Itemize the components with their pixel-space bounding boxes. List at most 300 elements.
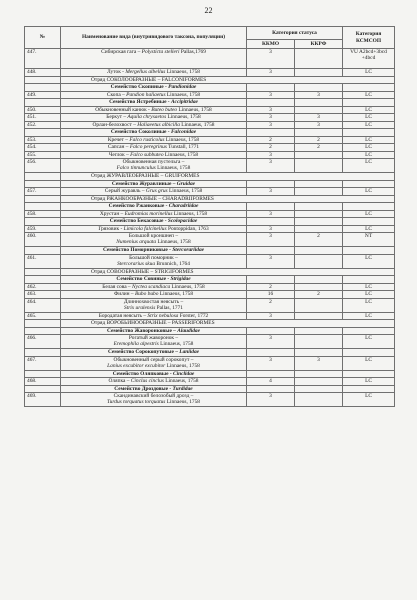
kkrf-cell [295,225,343,233]
iucn-cell [343,247,395,255]
kkmo-cell [247,276,295,284]
species-latin-name: Mergellus albellus [125,69,166,75]
family-heading [61,385,247,393]
heading-text: Семейство Поморниковые - [102,247,173,253]
kkmo-cell: 16 [247,291,295,299]
row-num-empty [25,180,61,188]
iucn-cell: LC [343,378,395,386]
row-number: 448. [25,69,61,77]
species-name [61,188,247,196]
species-latin-name: Grus grus [145,188,168,194]
kkmo-cell: 3 [247,91,295,99]
iucn-cell: LC [343,188,395,196]
kkmo-cell [247,385,295,393]
species-name [61,393,247,407]
family-heading [61,203,247,211]
species-latin-name: Eudromias morinellus [124,210,173,217]
header-kkrf: ККРФ [295,40,343,49]
kkrf-cell [295,188,343,196]
row-num-empty [25,76,61,84]
species-name [61,356,247,370]
family-heading [61,370,247,378]
species-common-name: Сапсан – [107,144,130,150]
heading-latin: Strigidae [170,276,191,282]
species-name [61,335,247,349]
kkmo-cell [247,247,295,255]
table-row [25,247,395,255]
table-row [25,180,395,188]
species-common-name: Луток - [107,69,126,75]
table-row [25,283,395,291]
iucn-cell: LC [343,151,395,159]
species-status-table [24,26,395,407]
row-num-empty [25,370,61,378]
kkmo-cell [247,84,295,92]
species-author: Pallas, 1771 [155,304,183,311]
species-author: Linnaeus, 1758 [158,341,194,348]
heading-text: Отряд ВОРОБЬИНООБРАЗНЫЕ – PASSERIFORMES [91,320,215,326]
heading-latin: Scolopacidae [167,218,198,224]
heading-text: Семейство Совиные - [116,276,171,282]
family-heading [61,247,247,255]
kkrf-cell [295,385,343,393]
species-name [61,136,247,144]
iucn-cell [343,276,395,284]
kkrf-cell [295,298,343,312]
species-common-name: Белая сова – [102,283,132,290]
table-row [25,393,395,407]
table-row [25,136,395,144]
species-author: Forster, 1772 [178,312,209,319]
kkrf-cell [295,370,343,378]
table-row [25,49,395,69]
kkmo-cell [247,327,295,335]
kkrf-cell [295,151,343,159]
species-common-name: Бородатая неясыть – [98,312,148,319]
species-common-name: Кречет – [107,136,130,143]
kkmo-cell: 3 [247,356,295,370]
row-number: 447. [25,49,61,69]
iucn-cell: LC [343,298,395,312]
header-status-group: Категория статуса [247,27,343,40]
heading-text: Семейство Соколиные - [110,129,171,135]
kkrf-cell [295,393,343,407]
iucn-cell [343,129,395,137]
iucn-cell [343,370,395,378]
iucn-cell: LC [343,312,395,320]
table-row [25,195,395,203]
kkmo-cell: 3 [247,233,295,247]
kkmo-cell: 3 [247,393,295,407]
kkmo-cell: 3 [247,210,295,218]
iucn-cell [343,180,395,188]
iucn-cell: VU A2bcd+3bcd +4bcd [343,49,395,69]
header-kkmo: ККМО [247,40,295,49]
row-number: 452. [25,121,61,129]
kkmo-cell: 3 [247,121,295,129]
family-heading [61,218,247,226]
iucn-cell [343,99,395,107]
row-num-empty [25,173,61,181]
order-heading [61,76,395,84]
species-common-name: Хрустан – [99,210,125,217]
kkrf-cell [295,312,343,320]
header-num: № [25,27,61,49]
species-name [61,159,247,173]
kkrf-cell [295,210,343,218]
row-number: 458. [25,210,61,218]
kkrf-cell [295,218,343,226]
kkrf-cell [295,159,343,173]
heading-text: Семейство Бекасовые - [109,218,168,224]
iucn-cell: LC [343,283,395,291]
species-common-name: Филин – [113,291,135,297]
species-common-name: Обыкновенная пустельга – [122,159,185,165]
species-author: Linnaeus, 1758 [158,291,194,297]
row-num-empty [25,84,61,92]
table-body [25,49,395,407]
iucn-cell: LC [343,159,395,173]
row-number: 464. [25,298,61,312]
row-num-empty [25,385,61,393]
species-latin-name: Falco peregrinus [129,144,167,150]
iucn-cell: LC [343,210,395,218]
kkrf-cell [295,84,343,92]
kkrf-cell [295,335,343,349]
species-author: Linnaeus, 1758 [164,136,200,143]
table-row [25,144,395,152]
iucn-cell: LC [343,121,395,129]
iucn-cell: LC [343,335,395,349]
row-num-empty [25,195,61,203]
species-author: Tunstall, 1771 [166,144,200,150]
kkrf-cell: 3 [295,91,343,99]
species-common-name: Чеглок – [108,151,131,158]
iucn-cell: LC [343,254,395,268]
table-row [25,69,395,77]
species-latin-name: Falco subbuteo [130,151,164,158]
table-row [25,159,395,173]
species-latin-name: Strix nebulosa [147,312,179,319]
heading-latin: Gruidae [176,180,196,187]
species-common-name: Длиннохвостая неясыть – [123,298,184,305]
iucn-cell: LC [343,91,395,99]
heading-latin: Laniidae [179,349,200,355]
kkrf-cell [295,99,343,107]
species-name [61,144,247,152]
table-row [25,335,395,349]
row-number: 469. [25,393,61,407]
species-author: Linnaeus, 1758 [156,239,191,246]
table-row [25,76,395,84]
kkmo-cell: 3 [247,225,295,233]
row-num-empty [25,99,61,107]
table-row [25,173,395,181]
row-num-empty [25,276,61,284]
species-latin-name: Bubo bubo [134,291,159,297]
heading-latin: Falconidae [170,129,197,135]
page-number: 22 [204,6,213,15]
heading-latin: Stercorariidae [172,247,205,253]
species-author: Pallas,1769 [179,49,206,55]
family-heading [61,99,247,107]
family-heading [61,276,247,284]
species-author: Linnaeus, 1758 [167,188,203,194]
species-author: Pontoppidan, 1763 [166,225,209,232]
species-name [61,378,247,386]
kkmo-cell: 3 [247,312,295,320]
kkmo-cell: 3 [247,151,295,159]
kkmo-cell [247,203,295,211]
family-heading [61,84,247,92]
table-row [25,385,395,393]
kkrf-cell [295,247,343,255]
kkrf-cell [295,327,343,335]
iucn-cell [343,349,395,357]
species-latin-name: Lanius excubitor excubitor [107,362,166,369]
row-number: 457. [25,188,61,196]
kkmo-cell: 3 [247,69,295,77]
kkrf-cell [295,283,343,291]
row-number: 449. [25,91,61,99]
species-latin-name: Falco tinnunculus [116,165,156,172]
iucn-cell [343,327,395,335]
table-row [25,91,395,99]
kkrf-cell: 2 [295,291,343,299]
species-common-name: Грязовик - [98,225,124,232]
species-name [61,69,247,77]
iucn-cell: LC [343,291,395,299]
family-heading [61,180,247,188]
kkmo-cell: 3 [247,49,295,69]
species-common-name: Оляпка – [108,378,131,384]
iucn-cell: LC [343,225,395,233]
heading-text: Отряд СОВООБРАЗНЫЕ – STRIGIFORMES [91,268,194,275]
species-name [61,210,247,218]
heading-text: Семейство Жаворонковые – [106,327,178,334]
table-row [25,233,395,247]
header-name: Наименование вида (внутривидового таксона, популяции) [61,27,247,49]
species-latin-name: Limicola falcinellus [123,225,167,232]
kkrf-cell [295,180,343,188]
species-common-name: Беркут – [106,114,128,120]
table-row [25,129,395,137]
table-row [25,210,395,218]
kkrf-cell [295,254,343,268]
species-common-name: Сибирская гага – [101,49,142,55]
table-row [25,291,395,299]
species-name [61,106,247,114]
row-number: 455. [25,151,61,159]
iucn-cell: LC [343,69,395,77]
table-row [25,114,395,122]
table-row [25,225,395,233]
species-latin-name: Pandion haliaetus [126,91,166,98]
species-latin-name: Eremophila alpestris [113,341,159,348]
species-author: Linnaeus, 1758 [172,210,208,217]
species-name [61,254,247,268]
order-heading [61,268,395,276]
row-number: 453. [25,136,61,144]
row-number: 463. [25,291,61,299]
species-latin-name: Stercorarius skua [117,260,156,267]
kkmo-cell: 3 [247,254,295,268]
iucn-cell: LC [343,114,395,122]
table-row [25,312,395,320]
species-name [61,121,247,129]
species-latin-name: Falco rusticolus [129,136,165,143]
species-latin-name: Cinclus cinclus [130,378,164,384]
row-number: 454. [25,144,61,152]
species-author: Linnaeus, 1758 [155,165,191,172]
table-row [25,218,395,226]
kkrf-cell: 2 [295,144,343,152]
kkmo-cell: 3 [247,114,295,122]
heading-latin: Accipitridae [170,99,198,105]
row-num-empty [25,218,61,226]
table-row [25,356,395,370]
table-row [25,327,395,335]
kkmo-cell: 2 [247,298,295,312]
row-number: 467. [25,356,61,370]
kkrf-cell: 2 [295,233,343,247]
species-latin-name: Numenius arquata [116,239,157,246]
species-name [61,151,247,159]
species-common-name: Рогатый жаворонок – [128,335,179,341]
heading-text: Семейство Оляпковые - [112,370,174,377]
table-row [25,254,395,268]
kkrf-cell [295,276,343,284]
order-heading [61,320,395,328]
species-common-name: Скопа – [106,91,127,98]
species-common-name: Большой поморник – [129,254,178,261]
order-heading [61,195,395,203]
family-heading [61,129,247,137]
species-name [61,225,247,233]
kkmo-cell: 3 [247,188,295,196]
heading-text: Отряд РЖАНКООБРАЗНЫЕ – CHARADRIIFORMES [91,195,214,202]
kkrf-cell [295,203,343,211]
kkmo-cell: 3 [247,159,295,173]
species-common-name: Скандинавский белозобый дрозд – [113,393,194,399]
row-number: 460. [25,233,61,247]
kkrf-cell: 3 [295,356,343,370]
kkmo-cell [247,218,295,226]
species-author: Linnaeus, 1758 [165,362,200,369]
table-row [25,188,395,196]
kkrf-cell: 3 [295,121,343,129]
species-name [61,283,247,291]
table-row [25,151,395,159]
heading-latin: Turdidae [172,385,193,392]
species-name [61,49,247,69]
heading-text: Семейство Дроздовые - [114,385,173,392]
species-author: Linnaeus, 1758 [163,378,199,384]
species-author: Linnaeus, 1758 [166,114,201,120]
table-row [25,99,395,107]
kkmo-cell [247,99,295,107]
table-row [25,121,395,129]
iucn-cell [343,203,395,211]
heading-text: Семейство Ржанковые - [108,203,169,209]
kkrf-cell: 2 [295,136,343,144]
heading-text: Семейство Скопиные - [110,84,169,90]
table-row [25,298,395,312]
kkmo-cell: 3 [247,106,295,114]
kkmo-cell [247,129,295,137]
table-row [25,320,395,328]
kkmo-cell [247,349,295,357]
kkrf-cell [295,106,343,114]
species-author: Linnaeus, 1758 [165,91,201,98]
species-common-name: Орлан-белохвост – [92,121,138,128]
row-number: 451. [25,114,61,122]
table-row [25,106,395,114]
species-latin-name: Turdus torquatus torquatus [106,399,166,406]
iucn-cell: LC [343,144,395,152]
table-row [25,203,395,211]
species-author: Linnaeus, 1758 [179,121,215,128]
iucn-cell: LC [343,136,395,144]
kkrf-cell [295,69,343,77]
iucn-cell: NT [343,233,395,247]
row-num-empty [25,327,61,335]
row-number: 465. [25,312,61,320]
species-name [61,114,247,122]
row-number: 456. [25,159,61,173]
species-name [61,91,247,99]
table-row [25,370,395,378]
kkmo-cell [247,180,295,188]
iucn-cell: LC [343,393,395,407]
row-num-empty [25,268,61,276]
heading-text: Отряд ЖУРАВЛЕОБРАЗНЫЕ – GRUIFORMES [91,173,200,179]
kkrf-cell [295,378,343,386]
species-author: Brunnich, 1764 [155,260,190,267]
heading-latin: Alaudidae [177,327,200,334]
species-latin-name: Strix uralensis [124,304,156,311]
table-row [25,276,395,284]
kkmo-cell: 2 [247,136,295,144]
heading-latin: Pandionidae [168,84,197,90]
iucn-cell [343,385,395,393]
species-common-name: Большой кроншнеп – [128,233,179,239]
species-author: Linnaeus, 1758 [177,106,212,113]
table-row [25,349,395,357]
species-name [61,291,247,299]
species-common-name: Обыкновенный серый сорокопут – [113,356,194,363]
heading-text: Семейство Журавлиные – [111,180,177,187]
iucn-cell [343,84,395,92]
species-name [61,233,247,247]
kkmo-cell: 2 [247,144,295,152]
table-row [25,268,395,276]
iucn-cell: LC [343,106,395,114]
species-author: Linnaeus, 1758 [163,151,199,158]
heading-latin: Cinclidae [173,370,195,377]
order-heading [61,173,395,181]
species-latin-name: Nyctea scandiaca [131,283,171,290]
species-common-name: Серый журавль – [104,188,146,194]
iucn-cell [343,218,395,226]
row-number: 461. [25,254,61,268]
kkmo-cell [247,370,295,378]
species-common-name: Обыкновенный канюк - [95,106,152,113]
heading-text: Семейство Сорокопутовые – [107,349,180,355]
row-number: 450. [25,106,61,114]
species-author: Linnaeus, 1758 [165,69,200,75]
species-author: Linnaeus, 1758 [165,399,200,406]
